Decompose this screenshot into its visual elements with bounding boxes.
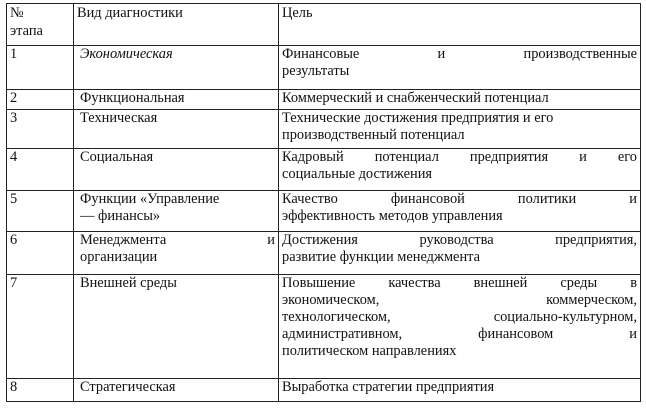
goal-line: экономическом, коммерческом, bbox=[282, 292, 637, 308]
table-row bbox=[7, 379, 641, 402]
table-row bbox=[7, 149, 641, 191]
goal-line: Финансовые и производственные bbox=[282, 46, 637, 62]
stage-number-cell: 4 bbox=[7, 149, 74, 191]
goal-line: развитие функции менеджмента bbox=[282, 249, 480, 265]
goal-cell bbox=[279, 110, 641, 149]
diagnostics-table bbox=[6, 3, 641, 402]
diagnostic-type-line: Стратегическая bbox=[80, 379, 176, 395]
diagnostic-type-line: — финансы» bbox=[80, 208, 161, 224]
diagnostic-type-line: организации bbox=[80, 249, 158, 265]
diagnostic-type-cell bbox=[74, 149, 279, 191]
table-row bbox=[7, 191, 641, 232]
stage-number-cell: 8 bbox=[7, 379, 74, 402]
diagnostic-type-cell bbox=[74, 232, 279, 275]
goal-cell bbox=[279, 379, 641, 402]
header-stage-number-line2: этапа bbox=[10, 23, 43, 39]
goal-line: административном, финансовом и bbox=[282, 326, 637, 342]
goal-line: Коммерческий и снабженческий потенциал bbox=[282, 90, 549, 106]
goal-line: технологическом, социально-культурном, bbox=[282, 309, 637, 325]
stage-number-cell: 1 bbox=[7, 46, 74, 90]
stage-number-cell: 2 bbox=[7, 90, 74, 110]
header-diagnostic-type-label: Вид диагностики bbox=[77, 5, 183, 21]
diagnostic-type-cell bbox=[74, 46, 279, 90]
header-diagnostic-type bbox=[74, 4, 279, 46]
table-row bbox=[7, 275, 641, 379]
diagnostic-type-cell bbox=[74, 275, 279, 379]
goal-line: эффективность методов управления bbox=[282, 208, 503, 224]
goal-line: Технические достижения предприятия и его bbox=[282, 110, 554, 126]
goal-cell bbox=[279, 149, 641, 191]
diagnostic-type-cell bbox=[74, 90, 279, 110]
table-row bbox=[7, 90, 641, 110]
goal-cell bbox=[279, 46, 641, 90]
goal-cell bbox=[279, 232, 641, 275]
goal-line: результаты bbox=[282, 63, 350, 79]
stage-number-cell: 5 bbox=[7, 191, 74, 232]
goal-line: политическом направлениях bbox=[282, 343, 457, 359]
header-goal bbox=[279, 4, 641, 46]
diagnostic-type-line: Функциональная bbox=[80, 90, 185, 106]
table-row bbox=[7, 110, 641, 149]
header-stage-number bbox=[7, 4, 74, 46]
goal-line: производственный потенциал bbox=[282, 127, 465, 143]
table-row bbox=[7, 46, 641, 90]
goal-cell bbox=[279, 191, 641, 232]
table-header-row bbox=[7, 4, 641, 46]
stage-number-cell: 7 bbox=[7, 275, 74, 379]
diagnostic-type-line: Социальная bbox=[80, 149, 154, 165]
diagnostic-type-cell bbox=[74, 379, 279, 402]
diagnostic-type-cell bbox=[74, 191, 279, 232]
diagnostic-type-line: Функции «Управление bbox=[80, 191, 220, 207]
diagnostic-type-line: Техническая bbox=[80, 110, 158, 126]
diagnostic-type-line: Внешней среды bbox=[80, 275, 177, 291]
goal-line: Достижения руководства предприятия, bbox=[282, 232, 637, 248]
goal-cell bbox=[279, 275, 641, 379]
stage-number-cell: 6 bbox=[7, 232, 74, 275]
diagnostic-type-cell bbox=[74, 110, 279, 149]
goal-line: Повышение качества внешней среды в bbox=[282, 275, 637, 291]
stage-number-cell: 3 bbox=[7, 110, 74, 149]
diagnostic-type-line: Менеджмента и bbox=[80, 232, 275, 248]
goal-line: Кадровый потенциал предприятия и его bbox=[282, 149, 637, 165]
goal-line: Качество финансовой политики и bbox=[282, 191, 637, 207]
goal-line: социальные достижения bbox=[282, 166, 433, 182]
goal-line: Выработка стратегии предприятия bbox=[282, 379, 495, 395]
goal-cell bbox=[279, 90, 641, 110]
header-goal-label: Цель bbox=[282, 5, 313, 21]
header-stage-number-line1: № bbox=[10, 5, 24, 21]
diagnostic-type-line: Экономическая bbox=[80, 46, 173, 62]
table-row bbox=[7, 232, 641, 275]
